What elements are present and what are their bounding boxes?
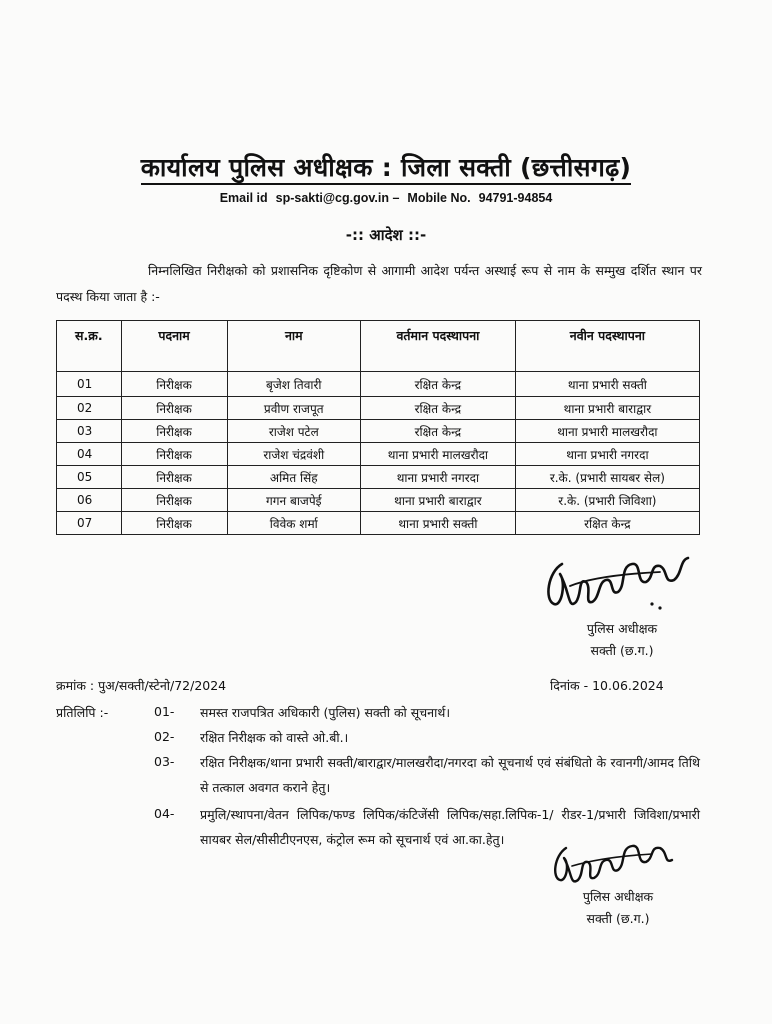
cell-new-posting: रक्षित केन्द्र xyxy=(515,512,699,535)
cell-serial: 01 xyxy=(57,372,122,397)
table-row xyxy=(57,466,700,489)
cell-serial: 06 xyxy=(57,489,122,512)
cell-new-posting: थाना प्रभारी बाराद्वार xyxy=(515,397,699,420)
signatory-place: सक्ती (छ.ग.) xyxy=(586,911,650,926)
cell-serial: 02 xyxy=(57,397,122,420)
order-heading: -:: आदेश ::- xyxy=(345,226,427,244)
copy-item-text: प्रमुलि/स्थापना/वेतन लिपिक/फण्ड लिपिक/कंटिजेंसी लिपिक/सहा.लिपिक-1/ रीडर-1/प्रभारी जिविशा/प्रभारी सायबर सेल/सीसीटीएनएस, कंट्रोल रूम को सूचनार्थ एवं आ.का.हेतु। xyxy=(200,807,700,847)
cell-serial: 07 xyxy=(57,512,122,535)
cell-current-posting: रक्षित केन्द्र xyxy=(361,397,516,420)
table-row xyxy=(57,372,700,397)
cell-designation: निरीक्षक xyxy=(121,443,227,466)
cell-serial: 03 xyxy=(57,420,122,443)
cell-current-posting: थाना प्रभारी मालखरौदा xyxy=(361,443,516,466)
table-row xyxy=(57,443,700,466)
office-title-text: कार्यालय पुलिस अधीक्षक : जिला सक्ती (छत्तीसगढ़) xyxy=(141,153,632,185)
header-name: नाम xyxy=(227,321,361,372)
cell-designation: निरीक्षक xyxy=(121,489,227,512)
copy-item-number: 01- xyxy=(154,704,175,719)
table-row xyxy=(57,512,700,535)
cell-new-posting: र.के. (प्रभारी जिविशा) xyxy=(515,489,699,512)
contact-line xyxy=(0,191,772,205)
table-header-row xyxy=(57,321,700,372)
email-label: Email id xyxy=(219,191,268,205)
signature-block-top xyxy=(562,618,682,662)
cell-new-posting: थाना प्रभारी सक्ती xyxy=(515,372,699,397)
cell-designation: निरीक्षक xyxy=(121,512,227,535)
header-designation: पदनाम xyxy=(121,321,227,372)
signature-block-bottom xyxy=(558,886,678,930)
cell-name: राजेश पटेल xyxy=(227,420,361,443)
reference-number: क्रमांक : पुअ/सक्ती/स्टेनो/72/2024 xyxy=(56,678,227,693)
mobile-value: 94791-94854 xyxy=(478,191,553,205)
mobile-label: Mobile No. xyxy=(407,191,471,205)
cell-designation: निरीक्षक xyxy=(121,397,227,420)
copy-item-text: समस्त राजपत्रित अधिकारी (पुलिस) सक्ती को सूचनार्थ। xyxy=(200,705,451,720)
cell-new-posting: थाना प्रभारी नगरदा xyxy=(515,443,699,466)
cell-name: प्रवीण राजपूत xyxy=(227,397,361,420)
copy-item-text: रक्षित निरीक्षक/थाना प्रभारी सक्ती/बाराद्वार/मालखरौदा/नगरदा को सूचनार्थ एवं संबंधितो के रवानगी/आमद तिथि से तत्काल अवगत कराने हेतु। xyxy=(200,755,700,795)
cell-serial: 04 xyxy=(57,443,122,466)
order-intro-text: निम्नलिखित निरीक्षको को प्रशासनिक दृष्टिकोण से आगामी आदेश पर्यन्त अस्थाई रूप से नाम के सम्मुख दर्शित स्थान पर पदस्थ किया जाता है :- xyxy=(56,263,702,304)
copy-to-label: प्रतिलिपि :- xyxy=(56,705,109,720)
header-new-posting: नवीन पदस्थापना xyxy=(515,321,699,372)
cell-name: विवेक शर्मा xyxy=(227,512,361,535)
signature-mark-top xyxy=(540,552,700,622)
cell-current-posting: रक्षित केन्द्र xyxy=(361,420,516,443)
cell-new-posting: र.के. (प्रभारी सायबर सेल) xyxy=(515,466,699,489)
table-row xyxy=(57,489,700,512)
signatory-designation: पुलिस अधीक्षक xyxy=(586,621,658,636)
copy-item-number: 03- xyxy=(154,754,175,769)
copy-item-number: 02- xyxy=(154,729,175,744)
copy-item-text: रक्षित निरीक्षक को वास्ते ओ.बी.। xyxy=(200,730,349,745)
signatory-designation: पुलिस अधीक्षक xyxy=(582,889,654,904)
cell-current-posting: रक्षित केन्द्र xyxy=(361,372,516,397)
cell-new-posting: थाना प्रभारी मालखरौदा xyxy=(515,420,699,443)
cell-designation: निरीक्षक xyxy=(121,466,227,489)
cell-current-posting: थाना प्रभारी नगरदा xyxy=(361,466,516,489)
cell-designation: निरीक्षक xyxy=(121,420,227,443)
cell-designation: निरीक्षक xyxy=(121,372,227,397)
email-value[interactable]: sp-sakti@cg.gov.in – xyxy=(275,191,400,205)
cell-name: गगन बाजपेई xyxy=(227,489,361,512)
transfer-table xyxy=(56,320,700,535)
cell-name: अमित सिंह xyxy=(227,466,361,489)
table-row xyxy=(57,397,700,420)
header-serial: स.क्र. xyxy=(57,321,122,372)
order-intro xyxy=(56,258,702,310)
header-current-posting: वर्तमान पदस्थापना xyxy=(361,321,516,372)
order-date: दिनांक - 10.06.2024 xyxy=(550,678,664,693)
cell-current-posting: थाना प्रभारी सक्ती xyxy=(361,512,516,535)
cell-name: राजेश चंद्रवंशी xyxy=(227,443,361,466)
signatory-place: सक्ती (छ.ग.) xyxy=(590,643,654,658)
office-title xyxy=(0,150,772,184)
cell-name: बृजेश तिवारी xyxy=(227,372,361,397)
copy-item-number: 04- xyxy=(154,806,175,821)
cell-serial: 05 xyxy=(57,466,122,489)
table-row xyxy=(57,420,700,443)
cell-current-posting: थाना प्रभारी बाराद्वार xyxy=(361,489,516,512)
